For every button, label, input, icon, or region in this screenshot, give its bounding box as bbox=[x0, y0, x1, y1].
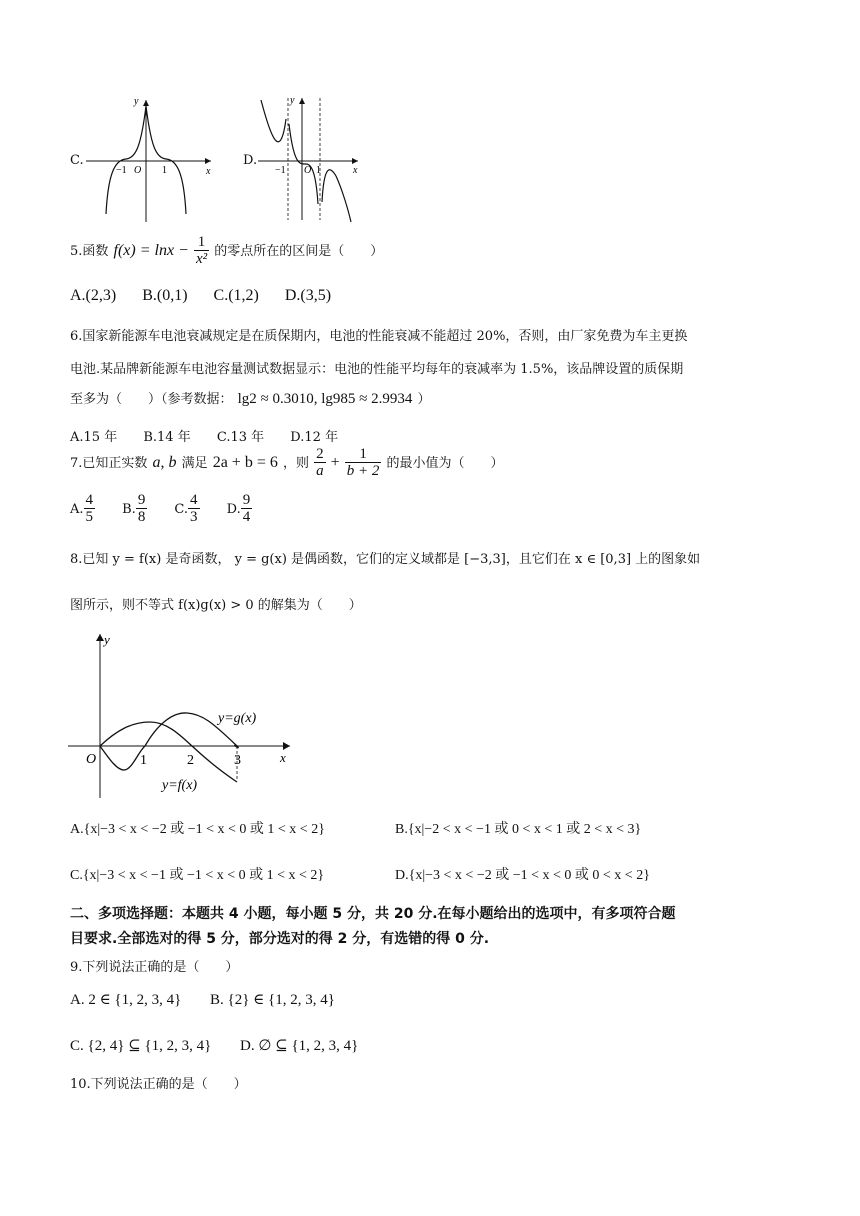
axis-x-label: x bbox=[206, 166, 211, 177]
q9-option-a: A. 2 ∈ {1, 2, 3, 4} bbox=[70, 992, 182, 1008]
q6-line3-text: 至多为（ ）（参考数据： bbox=[70, 392, 233, 407]
q6-option-a: A.15 年 bbox=[70, 430, 118, 445]
q7-option-d-label: D. bbox=[226, 502, 241, 517]
origin-label: O bbox=[304, 165, 312, 176]
q5-option-a: A.(2,3) bbox=[70, 287, 117, 304]
axis-x-label: x bbox=[353, 165, 358, 176]
q7-fraction-2 bbox=[345, 446, 382, 479]
q8-option-d: D.{x|−3 < x < −2 或 −1 < x < 0 或 0 < x < 2} bbox=[395, 868, 650, 883]
origin-label: O bbox=[86, 752, 97, 767]
q7-plus: + bbox=[330, 454, 340, 471]
q7-f2-den: b + 2 bbox=[346, 463, 380, 479]
q8-option-b: B.{x|−2 < x < −1 或 0 < x < 1 或 2 < x < 3} bbox=[395, 822, 642, 837]
q8-option-c: C.{x|−3 < x < −1 或 −1 < x < 0 或 1 < x < 2} bbox=[70, 868, 325, 883]
section-2-heading-line1: 二、多项选择题：本题共 4 小题，每小题 5 分，共 20 分.在每小题给出的选项中，有多项符合题 bbox=[70, 906, 676, 922]
q5-option-b: B.(0,1) bbox=[142, 287, 188, 304]
q7-prefix: 7.已知正实数 bbox=[70, 456, 148, 471]
q5-lhs: f(x) = lnx − bbox=[113, 242, 189, 259]
q6-reference-data: lg2 ≈ 0.3010, lg985 ≈ 2.9934 bbox=[237, 391, 413, 407]
q8-graph bbox=[62, 630, 302, 802]
q7-options bbox=[70, 492, 274, 525]
axis-x-label: x bbox=[280, 750, 286, 765]
tick-pos1: 1 bbox=[316, 165, 321, 176]
graph-option-c bbox=[86, 96, 216, 224]
q8-option-a: A.{x|−3 < x < −2 或 −1 < x < 0 或 1 < x < 2} bbox=[70, 822, 325, 837]
q7-option-a-num: 4 bbox=[85, 492, 94, 508]
q8-line1: 8.已知 y = f(x) 是奇函数， y = g(x) 是偶函数，它们的定义域都是 [−3,3]，且它们在 x ∈ [0,3] 上的图象如 bbox=[70, 552, 701, 567]
q5-fraction bbox=[194, 234, 209, 267]
q7-condition: 2a + b = 6 bbox=[212, 454, 278, 471]
q5-num: 1 bbox=[194, 234, 209, 251]
q7-option-b-den: 8 bbox=[137, 509, 146, 525]
q7-option-b bbox=[122, 492, 147, 525]
q7-comma: ，则 bbox=[282, 456, 309, 471]
q7-mid: 满足 bbox=[181, 456, 208, 471]
q5-options bbox=[70, 287, 353, 305]
q6-option-c: C.13 年 bbox=[216, 430, 265, 445]
tick-3: 3 bbox=[234, 753, 241, 768]
g-curve-label: y=g(x) bbox=[218, 711, 257, 726]
tick-neg1: −1 bbox=[116, 165, 127, 176]
q7-vars: a, b bbox=[152, 454, 177, 471]
q7-option-c-den: 3 bbox=[190, 509, 198, 525]
q6-line1: 6.国家新能源车电池衰减规定是在质保期内，电池的性能衰减不能超过 20%，否则，由厂家免费为车主更换 bbox=[70, 329, 688, 344]
tick-1: 1 bbox=[140, 753, 147, 768]
q7-option-a bbox=[70, 492, 95, 525]
q5-option-d: D.(3,5) bbox=[284, 287, 332, 304]
q6-options bbox=[70, 426, 360, 445]
q7-option-a-den: 5 bbox=[85, 509, 94, 525]
q5-prefix: 5.函数 bbox=[70, 244, 109, 259]
tick-pos1: 1 bbox=[162, 165, 167, 176]
q7-option-d-den: 4 bbox=[242, 509, 251, 525]
question-5 bbox=[70, 234, 383, 267]
q7-option-a-label: A. bbox=[70, 502, 84, 517]
q7-option-c bbox=[174, 492, 199, 525]
q6-option-b: B.14 年 bbox=[143, 430, 191, 445]
q7-f1-den: a bbox=[316, 463, 324, 479]
origin-label: O bbox=[134, 165, 142, 176]
q7-fraction-1 bbox=[314, 446, 326, 479]
option-c-label: C. bbox=[70, 153, 84, 168]
q6-line3 bbox=[70, 388, 431, 408]
graph-option-d bbox=[258, 94, 368, 224]
q9-stem: 9.下列说法正确的是（ ） bbox=[70, 960, 239, 975]
q5-option-c: C.(1,2) bbox=[213, 287, 259, 304]
q9-option-d: D. ∅ ⊆ {1, 2, 3, 4} bbox=[240, 1038, 359, 1054]
q6-line2: 电池.某品牌新能源车电池容量测试数据显示：电池的性能平均每年的衰减率为 1.5%，该品牌设置的质保期 bbox=[70, 362, 684, 377]
q5-den: x² bbox=[195, 251, 208, 267]
q7-option-d bbox=[227, 492, 253, 525]
q9-option-b: B. {2} ∈ {1, 2, 3, 4} bbox=[210, 992, 335, 1008]
q6-option-d: D.12 年 bbox=[290, 430, 339, 445]
option-d-label: D. bbox=[243, 153, 258, 168]
q7-f1-num: 2 bbox=[316, 446, 324, 462]
q5-suffix: 的零点所在的区间是（ ） bbox=[214, 244, 384, 259]
axis-y-label: y bbox=[104, 632, 110, 647]
q7-option-b-num: 9 bbox=[137, 492, 146, 508]
question-7 bbox=[70, 446, 504, 479]
tick-neg1: −1 bbox=[275, 165, 286, 176]
q7-option-d-num: 9 bbox=[242, 492, 251, 508]
q7-option-b-label: B. bbox=[122, 502, 136, 517]
q7-f2-num: 1 bbox=[345, 446, 382, 463]
tick-2: 2 bbox=[187, 753, 194, 768]
q8-line2: 图所示，则不等式 f(x)g(x) > 0 的解集为（ ） bbox=[70, 598, 362, 613]
section-2-heading-line2: 目要求.全部选对的得 5 分，部分选对的得 2 分，有选错的得 0 分. bbox=[70, 931, 490, 947]
q10-stem: 10.下列说法正确的是（ ） bbox=[70, 1077, 247, 1092]
q7-option-c-num: 4 bbox=[190, 492, 198, 508]
f-curve-label: y=f(x) bbox=[162, 778, 198, 793]
q9-option-c: C. {2, 4} ⊆ {1, 2, 3, 4} bbox=[70, 1038, 212, 1054]
axis-y-label: y bbox=[290, 95, 295, 106]
q7-option-c-label: C. bbox=[174, 502, 189, 517]
q6-line3-end: ） bbox=[417, 392, 431, 407]
q7-suffix: 的最小值为（ ） bbox=[386, 456, 504, 471]
axis-y-label: y bbox=[134, 96, 139, 107]
